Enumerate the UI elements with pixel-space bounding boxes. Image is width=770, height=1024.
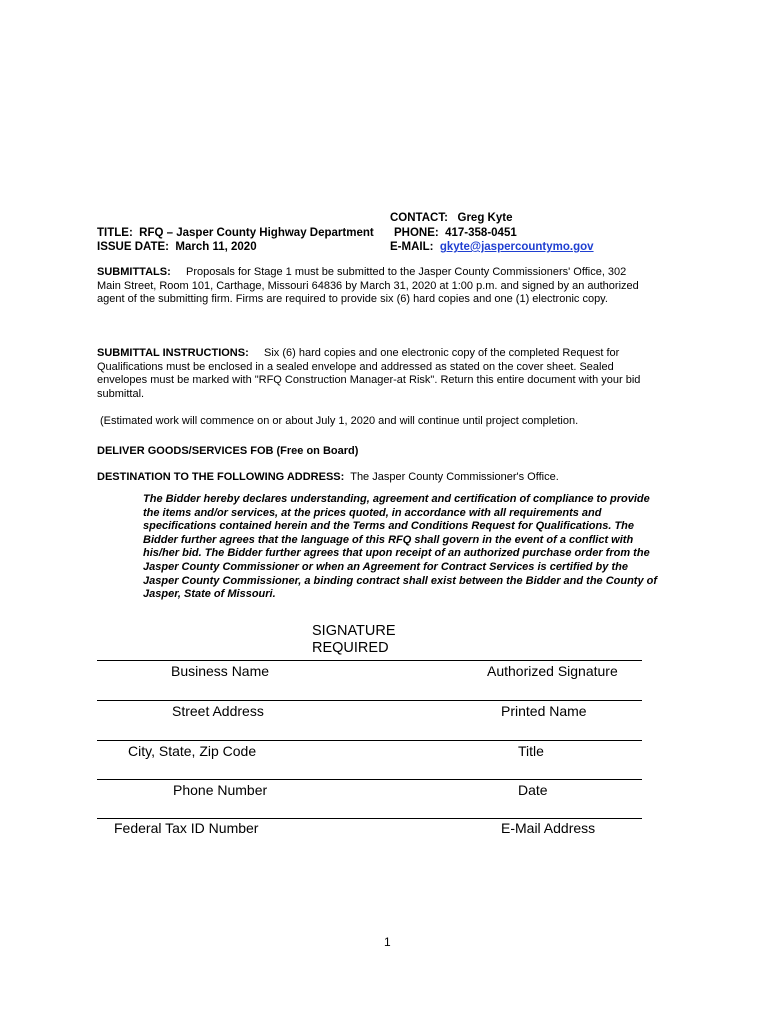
- street-address-label: Street Address: [172, 703, 264, 719]
- instructions-label: SUBMITTAL INSTRUCTIONS:: [97, 347, 249, 359]
- authorized-signature-label: Authorized Signature: [487, 663, 618, 679]
- phone-label: PHONE:: [394, 227, 439, 239]
- contact-line: [390, 211, 512, 226]
- city-state-zip-label: City, State, Zip Code: [128, 743, 257, 759]
- destination-line: [97, 471, 559, 485]
- instructions-text: Six (6) hard copies and one electronic copy of the completed Request for Qualifications must be enclosed in a sealed envelope and addressed as stated on the cover sheet. Sealed envelopes must be marked with "RFQ Construction Manager-at Risk". Return this entire document with your bid submittal.: [97, 347, 641, 400]
- contact-label: CONTACT:: [390, 212, 448, 224]
- estimate-note: (Estimated work will commence on or about July 1, 2020 and will continue until project completion.: [100, 415, 579, 427]
- signature-line: [97, 660, 642, 661]
- signature-line: [97, 818, 642, 819]
- submittals-paragraph: [97, 266, 645, 307]
- email-address-label: E-Mail Address: [501, 820, 596, 836]
- title-line: [97, 226, 374, 241]
- fob-line: DELIVER GOODS/SERVICES FOB (Free on Board): [97, 445, 359, 457]
- email-line: [390, 240, 594, 255]
- phone-number-label: Phone Number: [173, 782, 268, 798]
- issue-date-label: ISSUE DATE:: [97, 241, 169, 253]
- signature-line: [97, 779, 642, 780]
- destination-label: DESTINATION TO THE FOLLOWING ADDRESS:: [97, 471, 345, 483]
- contact-name: Greg Kyte: [457, 212, 513, 224]
- date-label: Date: [518, 782, 548, 798]
- signature-title-line1: SIGNATURE: [312, 623, 396, 639]
- destination-text: The Jasper County Commissioner's Office.: [350, 471, 559, 483]
- title-field-label: Title: [518, 743, 544, 759]
- issue-date-value: March 11, 2020: [175, 241, 257, 253]
- submittals-text: Proposals for Stage 1 must be submitted to the Jasper County Commissioners' Office, 302 Main Street, Room 101, Carthage, Missouri 64836 by March 31, 2020 at 1:00 p.m. and signed by an authorized agent of the submitting firm. Firms are required to provide six (6) hard copies and one (1) electronic copy.: [97, 266, 639, 306]
- email-link[interactable]: gkyte@jaspercountymo.gov: [439, 241, 594, 253]
- signature-line: [97, 700, 642, 701]
- federal-tax-id-label: Federal Tax ID Number: [114, 820, 259, 836]
- title-value: RFQ – Jasper County Highway Department: [139, 227, 374, 239]
- business-name-label: Business Name: [171, 663, 270, 679]
- submittals-label: SUBMITTALS:: [97, 266, 171, 278]
- printed-name-label: Printed Name: [501, 703, 587, 719]
- signature-line: [97, 740, 642, 741]
- declaration-paragraph: The Bidder hereby declares understanding, agreement and certification of compliance to provide the items and/or services, at the prices quoted, in accordance with all requirements and specifications contained herein and the Terms and Conditions Request for Qualifications. The Bidder further agrees that the language of this RFQ shall govern in the event of a conflict with his/her bid. The Bidder further agrees that upon receipt of an authorized purchase order from the Jasper County Commissioner or when an Agreement for Contract Services is certified by the Jasper County Commissioner, a binding contract shall exist between the Bidder and the County of Jasper, State of Missouri.: [143, 493, 658, 601]
- title-label: TITLE:: [97, 227, 133, 239]
- phone-value: 417-358-0451: [445, 227, 517, 239]
- issue-date-line: [97, 240, 257, 255]
- instructions-paragraph: [97, 347, 665, 401]
- phone-line: [394, 226, 517, 241]
- signature-title-line2: REQUIRED: [312, 640, 389, 656]
- page-number: 1: [384, 935, 391, 949]
- email-label: E-MAIL:: [390, 241, 434, 253]
